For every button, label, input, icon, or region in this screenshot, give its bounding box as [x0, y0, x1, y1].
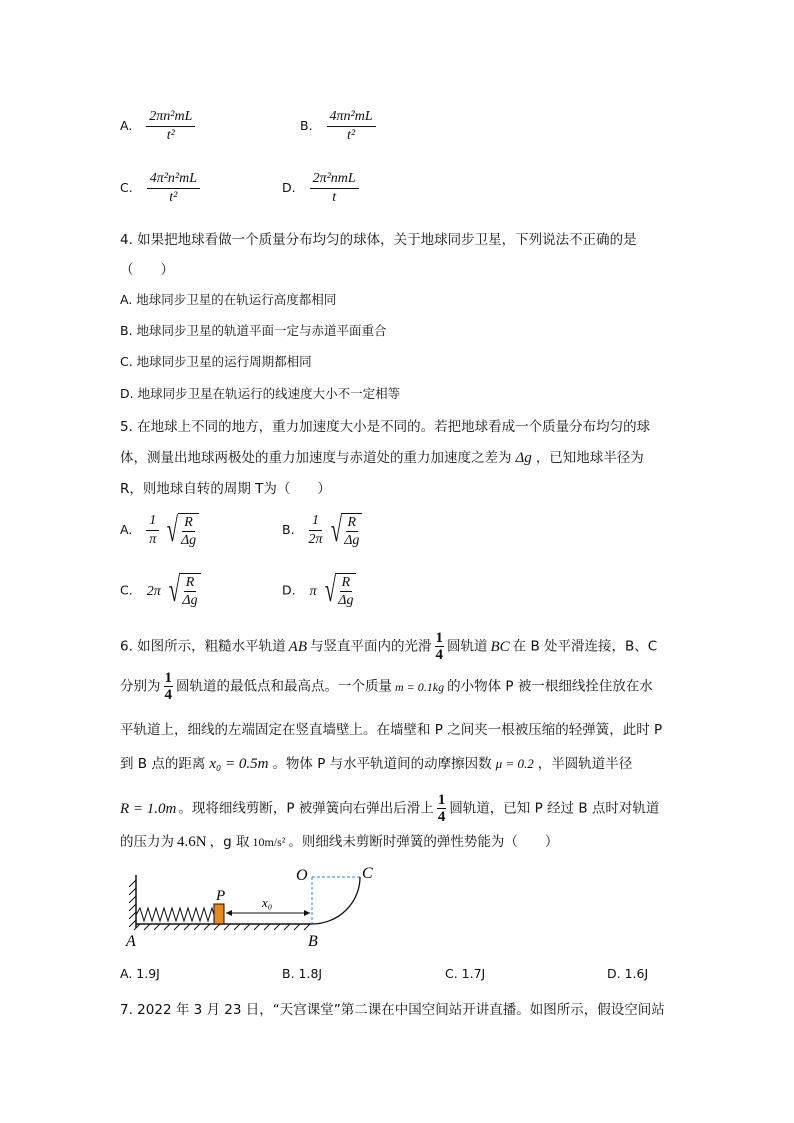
q5-option-b	[282, 512, 362, 549]
q5-line1: 5. 在地球上不同的地方，重力加速度大小是不同的。若把地球看成一个质量分布均匀的球	[120, 419, 651, 435]
fraction: $\frac{\text{2π²nmL}}{t}$	[310, 170, 359, 207]
fraction: $\frac{\text{4πn²mL}}{\text{t²}}$	[327, 108, 376, 145]
label-o: O	[296, 867, 308, 884]
fraction: $\frac{\text{2πn²mL}}{\text{t²}}$	[146, 108, 195, 145]
quarter-fraction: $\frac{1}{4}$	[437, 792, 446, 825]
label-c: C	[362, 865, 373, 882]
q6-line1: 6. 如图所示，粗糙水平轨道 AB 与竖直平面内的光滑 $\frac{1}{4}$ 圆轨道 BC 在 B 处平滑连接，B、C	[120, 630, 658, 663]
option-label: C.	[120, 582, 133, 598]
wall-hatch	[129, 880, 136, 927]
q7-text: 7. 2022 年 3 月 23 日，“天宫课堂”第二课在中国空间站开讲直播。如图所示，假设空间站	[120, 1002, 665, 1018]
q5-option-c: C. 2π √ $\frac{R}{\Delta g}$	[120, 573, 201, 609]
q6-line5: R = 1.0m 。现将细线剪断，P 被弹簧向右弹出后滑上 $\frac{1}{4}$ 圆轨道，已知 P 经过 B 点时对轨道	[120, 792, 660, 825]
q4-option-a: A. 地球同步卫星的在轨运行高度都相同	[120, 292, 337, 307]
sqrt: √ $\frac{R}{\Delta g}$	[165, 573, 201, 609]
sqrt: √ $\frac{R}{\Delta g}$	[163, 513, 199, 549]
q3-option-a	[120, 108, 195, 145]
coef-fraction: $\frac{1}{\pi}$	[146, 512, 159, 549]
fraction: $\frac{\text{4π²n²mL}}{\text{t²}}$	[147, 170, 200, 207]
q5-line2: 体，测量出地球两极处的重力加速度与赤道处的重力加速度之差为 Δg ，已知地球半径为	[120, 450, 644, 466]
option-label: D.	[282, 180, 296, 195]
q6-line3: 平轨道上，细线的左端固定在竖直墙壁上。在墙壁和 P 之间夹一根被压缩的轻弹簧，此时 P	[120, 722, 663, 738]
q6-option-d: D. 1.6J	[607, 966, 649, 981]
sqrt: √ $\frac{R}{\Delta g}$	[321, 573, 357, 609]
label-b: B	[308, 933, 318, 950]
q5-option-d: D. π √ $\frac{R}{\Delta g}$	[282, 573, 356, 609]
ground-hatch	[134, 924, 310, 930]
q3-option-b	[300, 108, 376, 145]
spring	[136, 908, 214, 921]
option-label: B.	[300, 118, 313, 133]
q6-option-b: B. 1.8J	[282, 966, 323, 981]
q3-option-c	[120, 170, 200, 207]
quarter-fraction: $\frac{1}{4}$	[164, 670, 172, 703]
label-p: P	[216, 888, 226, 904]
q6-option-c: C. 1.7J	[445, 966, 486, 981]
q5-line3: R，则地球自转的周期 T为（ ）	[120, 481, 331, 497]
option-label: B.	[282, 522, 295, 537]
quarter-circle-track	[312, 877, 360, 924]
label-a: A	[126, 933, 136, 950]
delta-g: Δg	[515, 450, 532, 466]
block-p	[214, 904, 224, 924]
q4-option-c: C. 地球同步卫星的运行周期都相同	[120, 354, 312, 369]
q6-line4: 到 B 点的距离 x₀ = 0.5m 。物体 P 与水平轨道间的动摩擦因数 μ = 0.2 ，半圆轨道半径	[120, 756, 633, 772]
option-label: D.	[282, 582, 296, 598]
coef-fraction: $\frac{1}{2\pi}$	[308, 513, 323, 547]
q4-option-b: B. 地球同步卫星的轨道平面一定与赤道平面重合	[120, 323, 387, 338]
q4-stem: 4. 如果把地球看做一个质量分布均匀的球体，关于地球同步卫星，下列说法不正确的是	[120, 232, 637, 248]
q6-figure	[120, 860, 380, 955]
q4-paren: （ ）	[120, 262, 174, 278]
sqrt: √ $\frac{R}{\Delta g}$	[327, 513, 363, 549]
q6-option-a: A. 1.9J	[120, 966, 160, 981]
label-x0: x₀	[262, 895, 273, 910]
q6-line6: 的压力为 4.6N ，g 取 10m/s² 。则细线未剪断时弹簧的弹性势能为（ ）	[120, 834, 559, 850]
quarter-fraction: $\frac{1}{4}$	[435, 630, 443, 663]
q3-option-d	[282, 170, 359, 207]
q4-option-d: D. 地球同步卫星在轨运行的线速度大小不一定相等	[120, 386, 401, 401]
q5-option-a	[120, 512, 199, 549]
option-label: A.	[120, 118, 133, 133]
q6-line2: 分别为 $\frac{1}{4}$ 圆轨道的最低点和最高点。一个质量 m = 0.1kg 的小物体 P 被一根细线拴住放在水	[120, 670, 653, 703]
option-label: A.	[120, 522, 133, 537]
option-label: C.	[120, 180, 133, 195]
